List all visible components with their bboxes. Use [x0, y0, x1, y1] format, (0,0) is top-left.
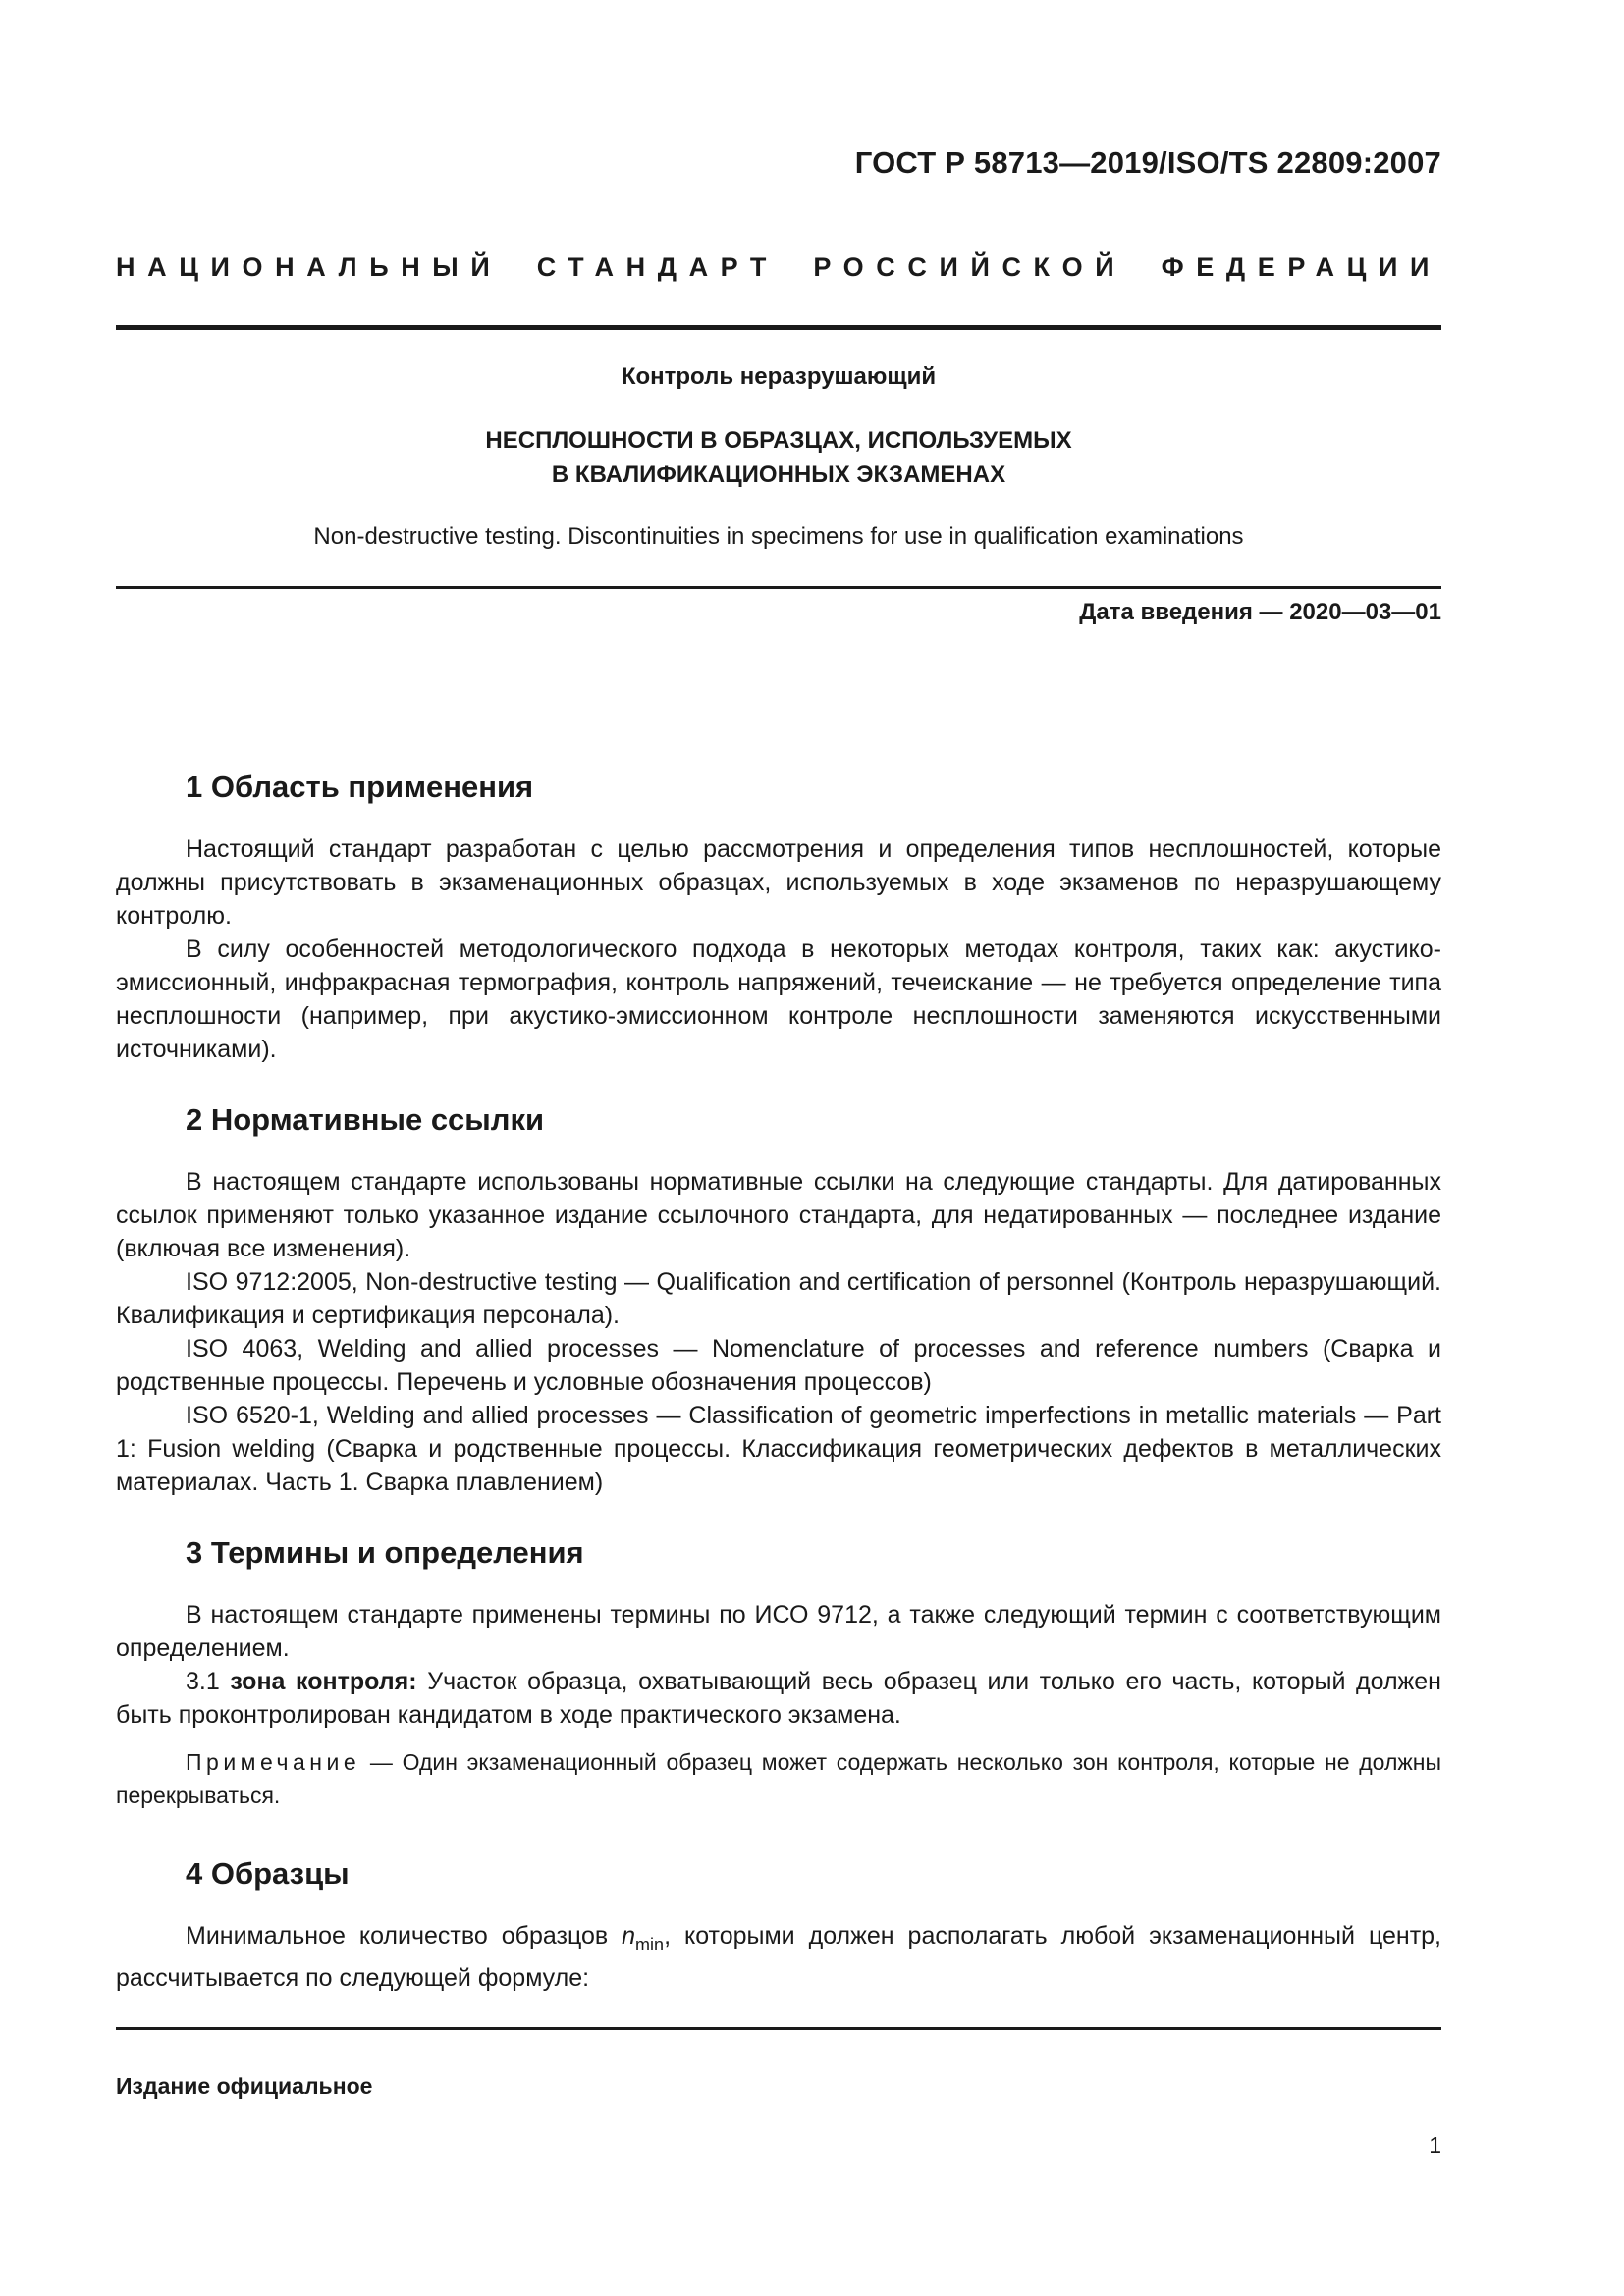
- paragraph: В настоящем стандарте применены термины по ИСО 9712, а также следующий термин с соответствующим определением.: [116, 1601, 1441, 1662]
- text-run: , которыми должен располагать любой экзаменационный центр, рассчитывается по следующей формуле:: [116, 1922, 1442, 1992]
- national-title-word: РОССИЙСКОЙ: [813, 252, 1127, 282]
- section-heading: 1 Область применения: [186, 770, 534, 804]
- national-standard-title: [116, 252, 1441, 283]
- variable-symbol: n: [622, 1922, 636, 1949]
- standard-title-line-2: В КВАЛИФИКАЦИОННЫХ ЭКЗАМЕНАХ: [551, 461, 1006, 488]
- note: [116, 1745, 1441, 1812]
- paragraph: В силу особенностей методологического подхода в некоторых методах контроля, таких как: акустико-эмиссионный, инфракрасная термография, контроль напряжений, течеискание — не требуется определение типа несплошности (например, при акустико-эмиссионном контроле несплошности заменяются искусственными источниками).: [116, 935, 1441, 1063]
- section-heading: 2 Нормативные ссылки: [186, 1102, 545, 1137]
- standard-title-english: Non-destructive testing. Discontinuities in specimens for use in qualification examinations: [313, 523, 1244, 550]
- reference-entry: ISO 6520-1, Welding and allied processes — Classification of geometric imperfections in metallic materials — Part 1: Fusion welding (Сварка и родственные процессы. Классификация геометрических дефектов в металлических материалах. Часть 1. Сварка плавлением): [116, 1402, 1441, 1496]
- text-run: Минимальное количество образцов: [186, 1922, 623, 1949]
- section-heading: 3 Термины и определения: [186, 1535, 584, 1570]
- reference-entry: ISO 4063, Welding and allied processes — Nomenclature of processes and reference numbers (Сварка и родственные процессы. Перечень и условные обозначения процессов): [116, 1335, 1441, 1396]
- term-number: 3.1: [186, 1668, 220, 1695]
- section-scope: [116, 769, 1441, 1066]
- edition-label: Издание официальное: [116, 2073, 373, 2099]
- section-heading: 4 Образцы: [186, 1856, 350, 1891]
- footer-divider: [116, 2027, 1441, 2030]
- term-name: зона контроля:: [230, 1668, 417, 1695]
- document-code: ГОСТ Р 58713—2019/ISO/TS 22809:2007: [854, 145, 1441, 180]
- paragraph: [116, 1919, 1441, 1995]
- paragraph: Настоящий стандарт разработан с целью рассмотрения и определения типов несплошностей, которые должны присутствовать в экзаменационных образцах, используемых в ходе экзаменов по неразрушающему контролю.: [116, 835, 1441, 930]
- term-definition: [116, 1665, 1441, 1732]
- introduction-date: Дата введения — 2020—03—01: [1079, 599, 1441, 625]
- math-variable: [622, 1922, 665, 1954]
- standard-subject: Контроль неразрушающий: [621, 363, 937, 390]
- national-title-word: СТАНДАРТ: [536, 252, 780, 282]
- section-normative-references: [116, 1101, 1441, 1499]
- reference-entry: ISO 9712:2005, Non-destructive testing — Qualification and certification of personnel (Контроль неразрушающий. Квалификация и сертификация персонала).: [116, 1268, 1441, 1329]
- standard-title-line-1: НЕСПЛОШНОСТИ В ОБРАЗЦАХ, ИСПОЛЬЗУЕМЫХ: [485, 427, 1072, 454]
- title-divider: [116, 586, 1441, 589]
- national-title-word: ФЕДЕРАЦИИ: [1161, 252, 1441, 282]
- page-number: 1: [1429, 2132, 1441, 2158]
- term-text: Участок образца, охватывающий весь образец или только его часть, который должен быть проконтролирован кандидатом в ходе практического экзамена.: [116, 1668, 1441, 1729]
- note-label: Примечание: [186, 1749, 361, 1775]
- section-terms-definitions: [116, 1534, 1441, 1812]
- paragraph: В настоящем стандарте использованы нормативные ссылки на следующие стандарты. Для датированных ссылок применяют только указанное издание ссылочного стандарта, для недатированных — последнее издание (включая все изменения).: [116, 1168, 1441, 1262]
- section-specimens: [116, 1855, 1441, 1995]
- national-title-word: НАЦИОНАЛЬНЫЙ: [116, 252, 503, 282]
- header-divider: [116, 325, 1441, 330]
- note-text: — Один экзаменационный образец может содержать несколько зон контроля, которые не должны перекрываться.: [116, 1749, 1441, 1808]
- variable-subscript: min: [635, 1935, 665, 1954]
